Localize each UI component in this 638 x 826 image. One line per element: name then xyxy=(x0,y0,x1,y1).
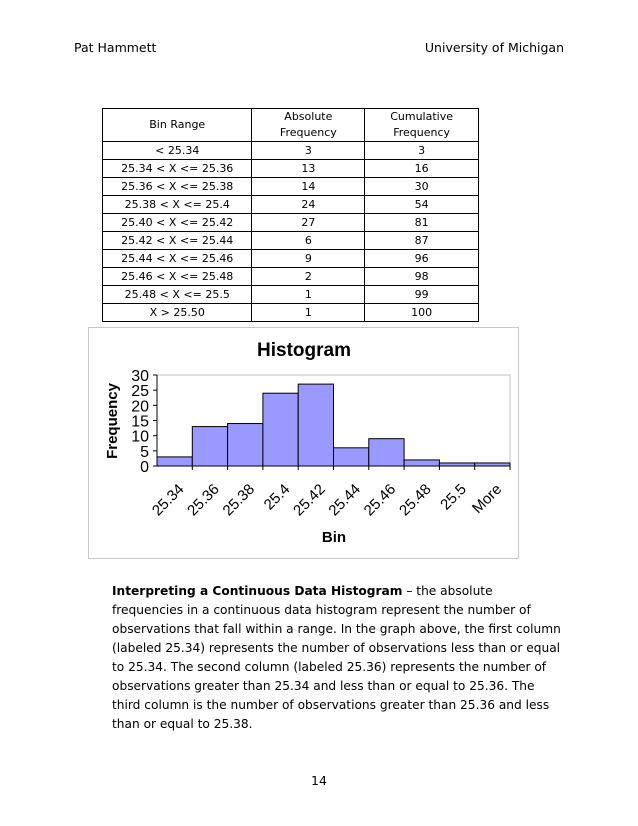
table-row xyxy=(103,286,479,304)
histogram-bar xyxy=(334,448,369,466)
chart-title: Histogram xyxy=(257,340,351,361)
y-tick-label: 20 xyxy=(131,398,149,416)
cumulative-frequency-cell: 16 xyxy=(365,160,479,178)
x-tick-label: 25.48 xyxy=(396,480,435,520)
table-row xyxy=(103,304,479,322)
histogram-bar xyxy=(369,439,404,466)
bin-range-cell: X > 25.50 xyxy=(103,304,252,322)
cumulative-frequency-cell: 99 xyxy=(365,286,479,304)
y-tick-label: 0 xyxy=(140,459,149,476)
bin-range-cell: 25.38 < X <= 25.4 xyxy=(103,196,252,214)
bin-range-cell: 25.48 < X <= 25.5 xyxy=(103,286,252,304)
cumulative-frequency-cell: 96 xyxy=(365,250,479,268)
x-tick-label: 25.34 xyxy=(148,480,188,520)
bin-range-cell: 25.42 < X <= 25.44 xyxy=(103,232,252,250)
absolute-frequency-cell: 1 xyxy=(252,286,365,304)
histogram-bar xyxy=(404,460,439,466)
histogram-bar xyxy=(228,424,263,466)
histogram-svg xyxy=(89,328,518,558)
x-tick-label: 25.46 xyxy=(360,480,400,520)
absolute-frequency-cell: 3 xyxy=(252,142,365,160)
absolute-frequency-cell: 13 xyxy=(252,160,365,178)
histogram-chart xyxy=(88,327,519,559)
x-tick-label: 25.36 xyxy=(184,480,223,520)
frequency-table xyxy=(102,108,479,322)
y-tick-label: 30 xyxy=(131,368,149,385)
header-line: Frequency xyxy=(393,126,451,139)
bin-range-cell: 25.36 < X <= 25.38 xyxy=(103,178,252,196)
bin-range-cell: 25.40 < X <= 25.42 xyxy=(103,214,252,232)
header-absolute-frequency xyxy=(252,109,365,142)
x-tick-label: 25.38 xyxy=(219,480,259,520)
table-row xyxy=(103,178,479,196)
histogram-bar xyxy=(298,384,333,466)
bin-range-cell: 25.44 < X <= 25.46 xyxy=(103,250,252,268)
x-tick-label: 25.4 xyxy=(260,480,294,514)
histogram-bar xyxy=(263,393,298,466)
paragraph-body: – the absolute frequencies in a continuous data histogram represent the number of observations that fall within a range. In the graph above, the first column (labeled 25.34) represents the number of observations less than or equal to 25.34. The second column (labeled 25.36) represents the number of observations greater than 25.34 and less than or equal to 25.36. The third column is the number of observations greater than 25.36 and less than or equal to 25.38. xyxy=(112,584,561,731)
cumulative-frequency-cell: 100 xyxy=(365,304,479,322)
header-author: Pat Hammett xyxy=(74,40,157,55)
x-axis-label: Bin xyxy=(321,529,347,546)
header-line: Absolute xyxy=(284,110,333,123)
x-tick-label: 25.42 xyxy=(290,480,329,520)
table-row xyxy=(103,142,479,160)
cumulative-frequency-cell: 3 xyxy=(365,142,479,160)
x-tick-label: 25.44 xyxy=(325,480,364,520)
table-row xyxy=(103,268,479,286)
absolute-frequency-cell: 9 xyxy=(252,250,365,268)
table-row xyxy=(103,160,479,178)
header-institution: University of Michigan xyxy=(424,40,564,55)
bin-range-cell: 25.34 < X <= 25.36 xyxy=(103,160,252,178)
header-cumulative-frequency xyxy=(365,109,479,142)
absolute-frequency-cell: 24 xyxy=(252,196,365,214)
absolute-frequency-cell: 27 xyxy=(252,214,365,232)
y-tick-label: 10 xyxy=(131,428,149,446)
table-row xyxy=(103,250,479,268)
header-line: Frequency xyxy=(279,126,337,139)
interpretation-paragraph xyxy=(112,582,562,734)
absolute-frequency-cell: 1 xyxy=(252,304,365,322)
paragraph-bold-lead: Interpreting a Continuous Data Histogram xyxy=(112,584,403,598)
cumulative-frequency-cell: 30 xyxy=(365,178,479,196)
page-number: 14 xyxy=(311,773,327,788)
y-tick-label: 15 xyxy=(131,413,149,431)
y-tick-label: 25 xyxy=(131,383,149,401)
histogram-bar xyxy=(157,457,192,466)
absolute-frequency-cell: 2 xyxy=(252,268,365,286)
x-tick-label: More xyxy=(468,480,506,518)
y-tick-label: 5 xyxy=(140,443,149,461)
table-row xyxy=(103,196,479,214)
header-bin-range: Bin Range xyxy=(103,109,252,142)
cumulative-frequency-cell: 81 xyxy=(365,214,479,232)
bin-range-cell: 25.46 < X <= 25.48 xyxy=(103,268,252,286)
cumulative-frequency-cell: 98 xyxy=(365,268,479,286)
histogram-bar xyxy=(192,427,227,466)
absolute-frequency-cell: 14 xyxy=(252,178,365,196)
cumulative-frequency-cell: 54 xyxy=(365,196,479,214)
table-row xyxy=(103,214,479,232)
table-row xyxy=(103,232,479,250)
table-header-row xyxy=(103,109,479,142)
absolute-frequency-cell: 6 xyxy=(252,232,365,250)
y-axis-label: Frequency xyxy=(104,383,121,459)
header-line: Cumulative xyxy=(390,110,453,123)
x-tick-label: 25.5 xyxy=(437,480,470,514)
cumulative-frequency-cell: 87 xyxy=(365,232,479,250)
bin-range-cell: < 25.34 xyxy=(103,142,252,160)
